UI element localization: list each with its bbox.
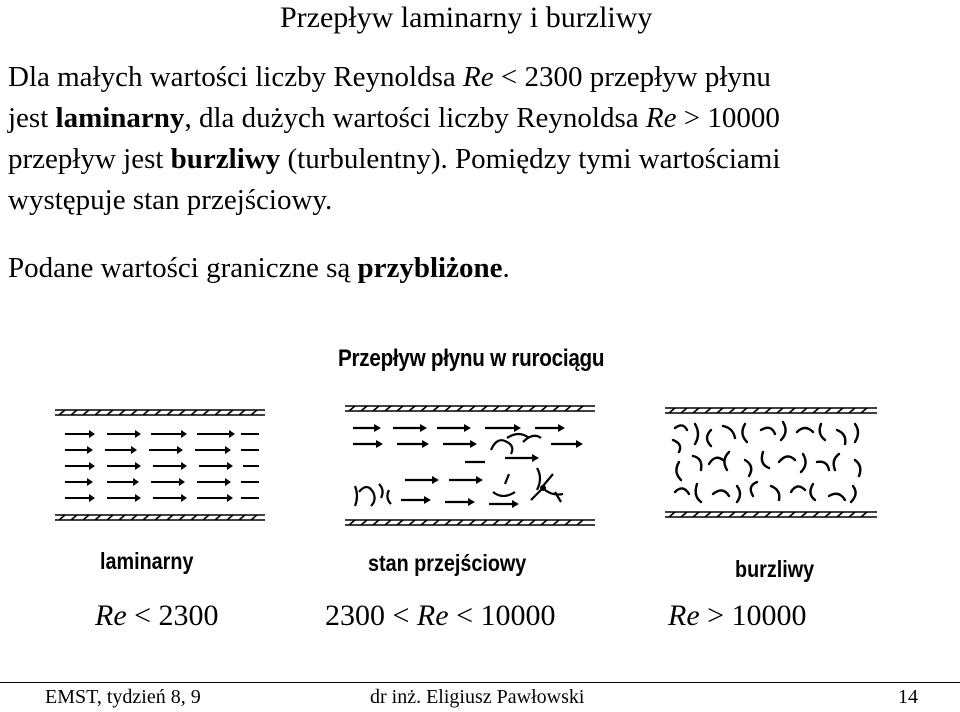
text-run: , dla dużych wartości liczby Reynoldsa bbox=[184, 102, 646, 134]
bold-term-laminar: laminarny bbox=[55, 102, 185, 134]
label-transitional: stan przejściowy bbox=[368, 550, 527, 576]
paragraph-line bbox=[8, 98, 958, 139]
slide-title: Przepływ laminarny i burzliwy bbox=[280, 1, 653, 34]
text-run: > 10000 bbox=[676, 102, 780, 134]
re-symbol: Re bbox=[645, 102, 677, 134]
laminar-flow-diagram bbox=[55, 400, 265, 530]
re-symbol: Re bbox=[416, 599, 449, 632]
footer-course: EMST, tydzień 8, 9 bbox=[45, 686, 201, 708]
text-run: Dla małych wartości liczby Reynoldsa bbox=[8, 61, 464, 93]
text-run: < 2300 bbox=[126, 599, 219, 632]
re-symbol: Re bbox=[668, 599, 700, 632]
text-run: . bbox=[502, 252, 510, 284]
transitional-flow-diagram bbox=[345, 400, 595, 530]
paragraph-reynolds bbox=[8, 57, 958, 221]
paragraph-line: występuje stan przejściowy. bbox=[8, 184, 333, 216]
label-laminar: laminarny bbox=[100, 548, 194, 574]
text-run: Podane wartości graniczne są bbox=[8, 252, 358, 284]
text-run: > 10000 bbox=[699, 599, 807, 632]
footer-author: dr inż. Eligiusz Pawłowski bbox=[370, 686, 585, 708]
text-run: < 2300 przepływ płynu bbox=[493, 61, 771, 93]
text-run: < 10000 bbox=[448, 599, 556, 632]
footer-divider bbox=[0, 682, 960, 683]
paragraph-line bbox=[8, 139, 958, 180]
text-run: jest bbox=[8, 102, 56, 134]
text-run: (turbulentny). Pomiędzy tymi wartościami bbox=[280, 143, 781, 175]
reynolds-range-turbulent bbox=[668, 598, 807, 634]
figure-title: Przepływ płynu w rurociągu bbox=[338, 345, 605, 372]
footer-page-number: 14 bbox=[898, 686, 918, 708]
text-run: przepływ jest bbox=[8, 143, 171, 175]
text-run: 2300 < bbox=[325, 599, 417, 632]
re-symbol: Re bbox=[95, 599, 127, 632]
re-symbol: Re bbox=[463, 61, 494, 93]
bold-term-turbulent: burzliwy bbox=[170, 143, 281, 175]
reynolds-range-laminar bbox=[95, 598, 219, 634]
turbulent-flow-diagram bbox=[665, 400, 877, 530]
reynolds-range-transitional bbox=[325, 598, 555, 634]
bold-term-approximate: przybliżone bbox=[357, 252, 503, 284]
paragraph-approximate bbox=[8, 248, 958, 289]
label-turbulent: burzliwy bbox=[735, 556, 815, 582]
paragraph-line bbox=[8, 57, 958, 98]
